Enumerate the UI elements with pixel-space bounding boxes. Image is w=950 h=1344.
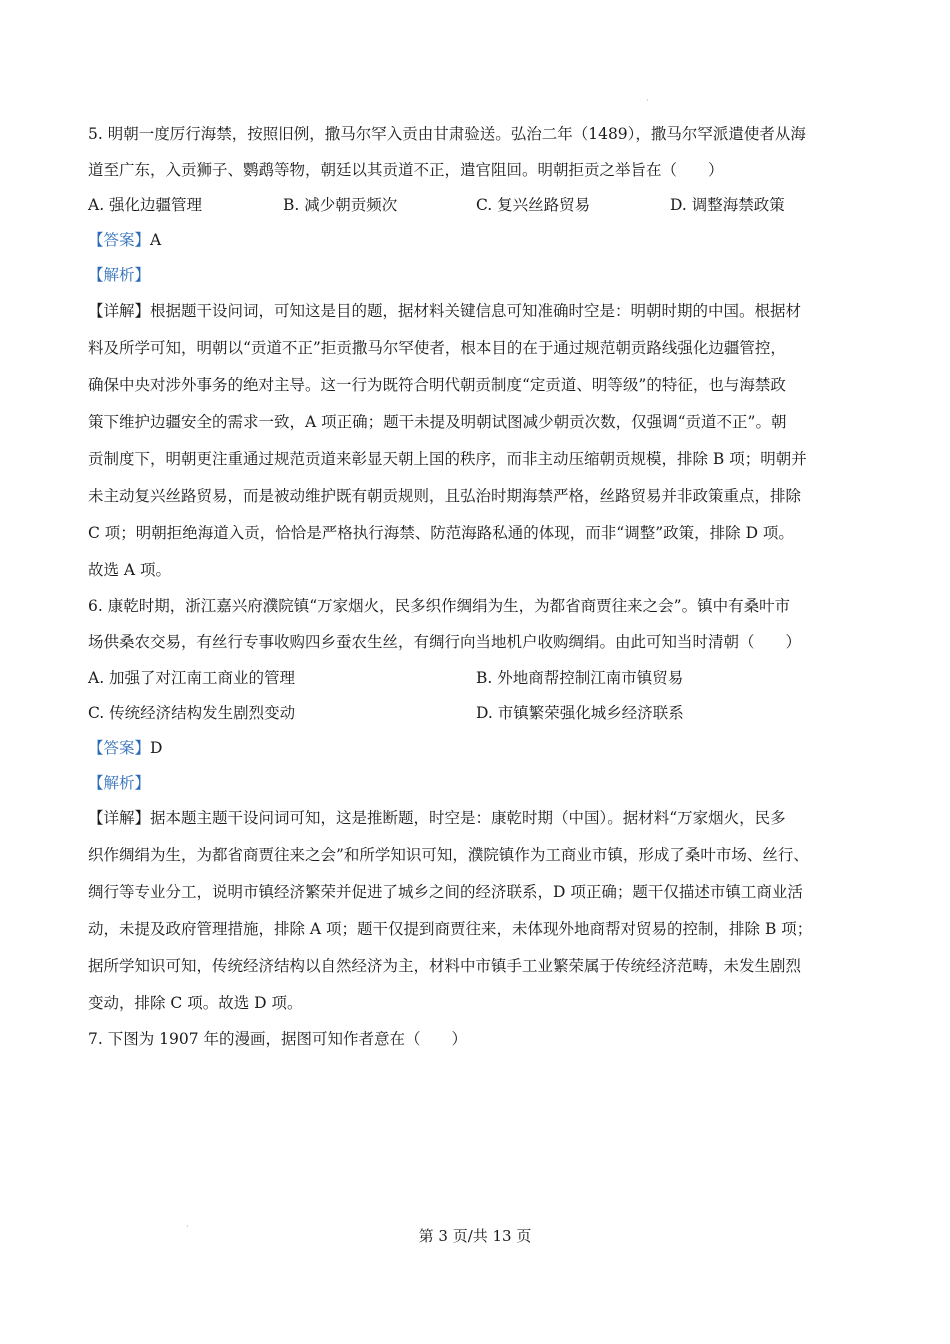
q5-detail-line-4: 策下维护边疆安全的需求一致，A 项正确；题干未提及明朝试图减少朝贡次数，仅强调“贡道不正”。朝: [88, 413, 787, 431]
q5-answer-label: 【答案】: [88, 231, 151, 249]
q5-option-b: B. 减少朝贡频次: [283, 196, 398, 214]
q5-option-d: D. 调整海禁政策: [670, 196, 785, 214]
q6-answer-value: D: [150, 739, 163, 757]
q5-detail-line-5: 贡制度下，明朝更注重通过规范贡道来彰显天朝上国的秩序，而非主动压缩朝贡规模，排除 B 项；明朝并: [88, 450, 807, 468]
q7-stem: 7. 下图为 1907 年的漫画，据图可知作者意在（ ）: [88, 1030, 468, 1048]
q6-option-b: B. 外地商帮控制江南市镇贸易: [476, 669, 684, 687]
q6-analysis-label: 【解析】: [88, 774, 151, 792]
q6-detail-line-6: 变动，排除 C 项。故选 D 项。: [88, 994, 303, 1012]
q5-analysis-label: 【解析】: [88, 266, 151, 284]
q6-answer-label: 【答案】: [88, 739, 151, 757]
scan-dot: ·: [186, 1222, 189, 1231]
q5-answer-value: A: [150, 231, 162, 249]
q6-stem-line-2: 场供桑农交易，有丝行专事收购四乡蚕农生丝，有绸行向当地机户收购绸绢。由此可知当时清朝（ ）: [88, 633, 802, 651]
q6-option-a: A. 加强了对江南工商业的管理: [88, 669, 296, 687]
page-footer: 第 3 页/共 13 页: [418, 1227, 532, 1245]
q5-detail-line-3: 确保中央对涉外事务的绝对主导。这一行为既符合明代朝贡制度“定贡道、明等级”的特征，也与海禁政: [88, 376, 786, 394]
q6-answer: [88, 738, 162, 758]
q6-option-c: C. 传统经济结构发生剧烈变动: [88, 704, 296, 722]
q5-stem-line-1: 5. 明朝一度厉行海禁，按照旧例，撒马尔罕入贡由甘肃验送。弘治二年（1489），撒马尔罕派遣使者从海: [88, 125, 806, 143]
q5-detail-line-8: 故选 A 项。: [88, 561, 172, 579]
q6-option-d: D. 市镇繁荣强化城乡经济联系: [476, 704, 684, 722]
q5-detail-line-1: 【详解】根据题干设问词，可知这是目的题，据材料关键信息可知准确时空是：明朝时期的中国。根据材: [88, 302, 802, 320]
q5-option-a: A. 强化边疆管理: [88, 196, 203, 214]
q6-detail-line-3: 绸行等专业分工，说明市镇经济繁荣并促进了城乡之间的经济联系，D 项正确；题干仅描述市镇工商业活: [88, 883, 803, 901]
q5-detail-line-2: 料及所学可知，明朝以“贡道不正”拒贡撒马尔罕使者，根本目的在于通过规范朝贡路线强化边疆管控，: [88, 339, 786, 357]
q5-detail-line-6: 未主动复兴丝路贸易，而是被动维护既有朝贡规则，且弘治时期海禁严格，丝路贸易并非政策重点，排除: [88, 487, 802, 505]
q5-option-c: C. 复兴丝路贸易: [476, 196, 591, 214]
q6-detail-line-1: 【详解】据本题主题干设问词可知，这是推断题，时空是：康乾时期（中国）。据材料“万家烟火，民多: [88, 809, 786, 827]
q5-detail-line-7: C 项；明朝拒绝海道入贡，恰恰是严格执行海禁、防范海路私通的体现，而非“调整”政策，排除 D 项。: [88, 524, 794, 542]
q6-stem-line-1: 6. 康乾时期，浙江嘉兴府濮院镇“万家烟火，民多织作绸绢为生，为都省商贾往来之会”。镇中有桑叶市: [88, 597, 791, 615]
q6-detail-line-2: 织作绸绢为生，为都省商贾往来之会”和所学知识可知，濮院镇作为工商业市镇，形成了桑叶市场、丝行、: [88, 846, 809, 864]
scan-dot: ·: [646, 96, 649, 105]
q6-detail-line-4: 动，未提及政府管理措施，排除 A 项；题干仅提到商贾往来，未体现外地商帮对贸易的控制，排除 B 项；: [88, 920, 813, 938]
q5-answer: [88, 230, 161, 250]
q6-detail-line-5: 据所学知识可知，传统经济结构以自然经济为主，材料中市镇手工业繁荣属于传统经济范畴，未发生剧烈: [88, 957, 802, 975]
q5-stem-line-2: 道至广东，入贡狮子、鹦鹉等物，朝廷以其贡道不正，遣官阻回。明朝拒贡之举旨在（ ）: [88, 161, 724, 179]
